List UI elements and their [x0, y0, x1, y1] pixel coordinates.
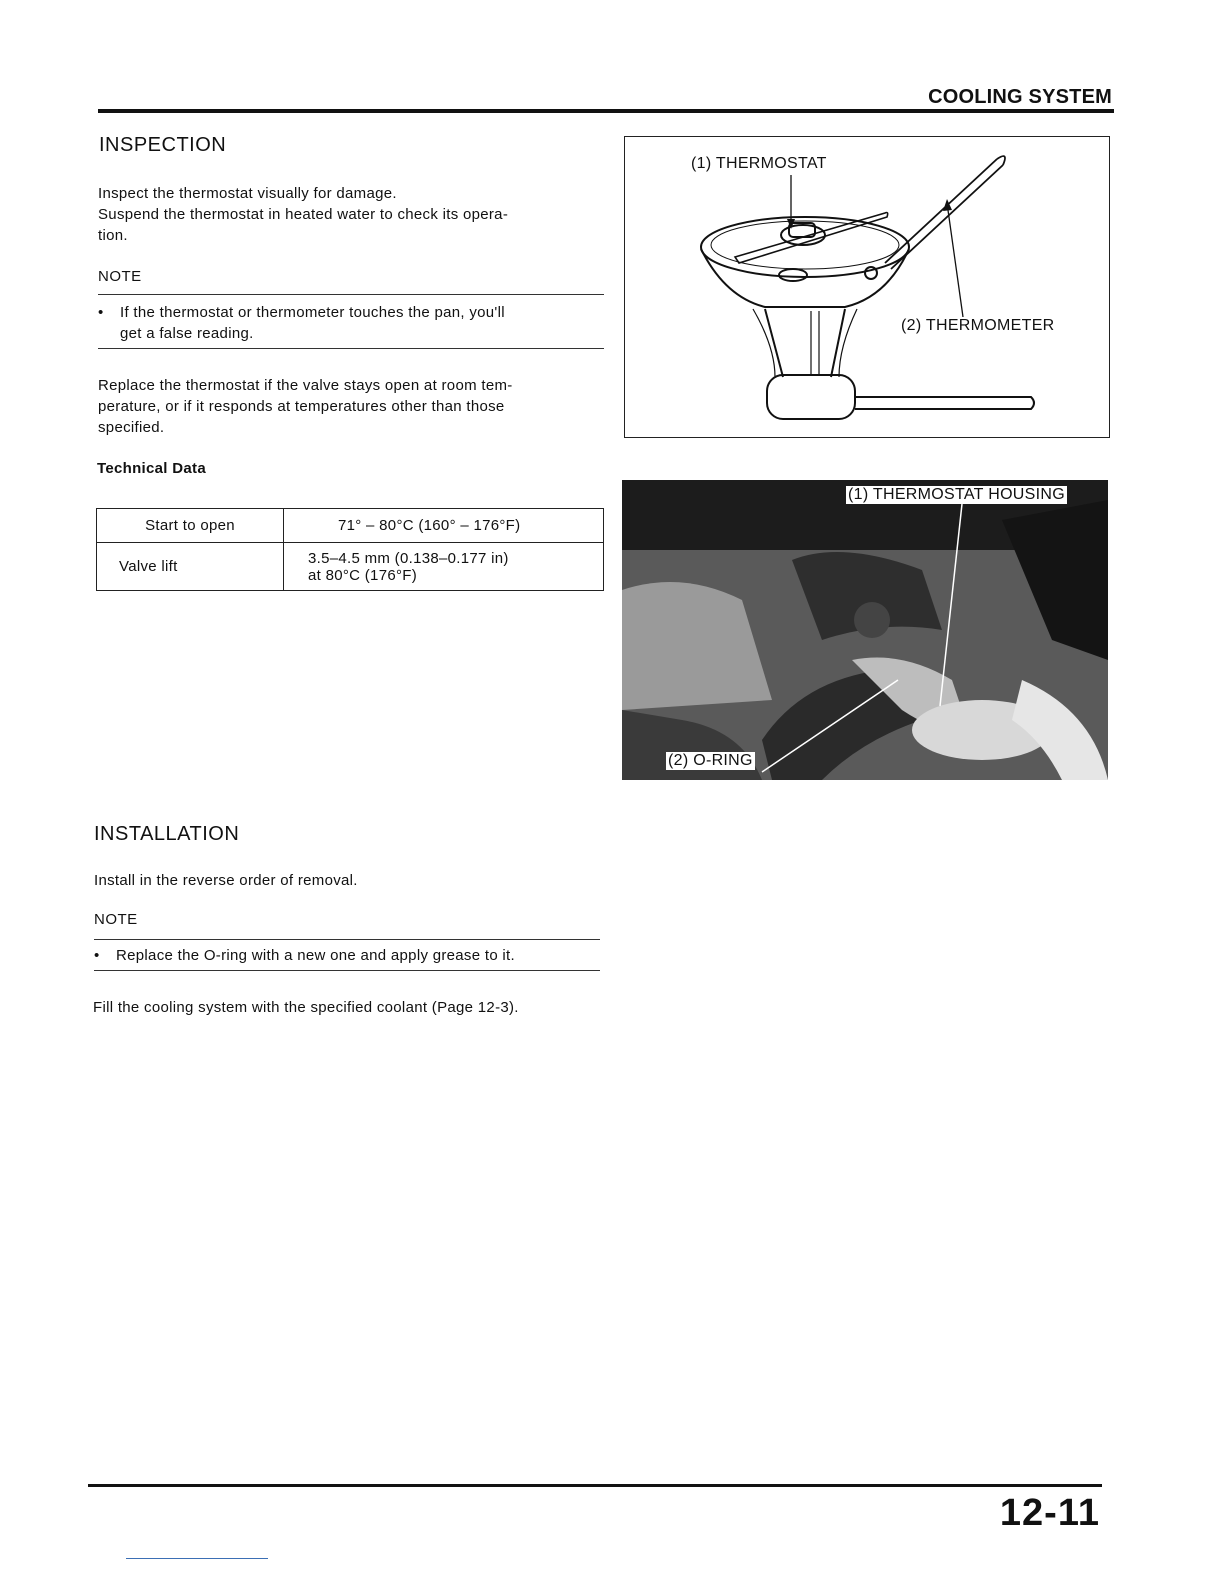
- inspection-replace-text: [98, 375, 608, 438]
- thermostat-test-illustration: [624, 136, 1110, 438]
- note-rule-top: [98, 294, 604, 295]
- installation-heading: INSTALLATION: [94, 823, 240, 845]
- inspection-note-item: [98, 302, 604, 346]
- header-rule: [98, 109, 1114, 113]
- note-rule-bottom: [94, 970, 600, 971]
- installation-text: Install in the reverse order of removal.: [94, 872, 358, 889]
- note-rule-top: [94, 939, 600, 940]
- bullet-dot: •: [98, 304, 104, 321]
- footer-accent-line: [126, 1558, 268, 1559]
- table-row: [97, 543, 604, 591]
- thermostat-pan-drawing: [625, 137, 1109, 437]
- technical-data-heading: Technical Data: [97, 460, 206, 477]
- figure-label-thermometer: (2) THERMOMETER: [901, 317, 1055, 334]
- page-section-title: COOLING SYSTEM: [928, 86, 1112, 108]
- table-cell-key: Start to open: [97, 509, 284, 543]
- inspection-note-label: NOTE: [98, 268, 142, 285]
- inspection-replace-line: perature, or if it responds at temperatures other than those: [98, 398, 505, 415]
- note-rule-bottom: [98, 348, 604, 349]
- table-row: [97, 509, 604, 543]
- figure-label-thermostat: (1) THERMOSTAT: [691, 155, 827, 172]
- inspection-note-line: If the thermostat or thermometer touches the pan, you'll: [120, 304, 505, 321]
- photo-label-thermostat-housing: (1) THERMOSTAT HOUSING: [848, 486, 1065, 503]
- thermostat-housing-photo: [622, 480, 1108, 780]
- table-cell-key: Valve lift: [97, 543, 284, 591]
- inspection-replace-line: Replace the thermostat if the valve stays open at room tem-: [98, 377, 513, 394]
- technical-data-table: [96, 508, 604, 591]
- engine-photo-drawing: [622, 480, 1108, 780]
- page-number: 12-11: [999, 1492, 1100, 1534]
- installation-note-text: Replace the O-ring with a new one and apply grease to it.: [116, 947, 515, 964]
- installation-note-label: NOTE: [94, 911, 138, 928]
- table-value-line: at 80°C (176°F): [308, 566, 418, 584]
- inspection-heading: INSPECTION: [99, 134, 227, 156]
- inspection-intro-line: Suspend the thermostat in heated water to check its opera-: [98, 206, 509, 223]
- footer-rule: [88, 1484, 1102, 1487]
- inspection-intro-line: tion.: [98, 227, 128, 244]
- inspection-intro: [98, 183, 608, 246]
- inspection-replace-line: specified.: [98, 419, 165, 436]
- table-value-line: 3.5–4.5 mm (0.138–0.177 in): [308, 549, 509, 567]
- photo-label-o-ring: (2) O-RING: [668, 752, 753, 769]
- installation-note-item: [94, 945, 600, 967]
- table-cell-value: [284, 543, 604, 591]
- bullet-dot: •: [94, 947, 100, 964]
- inspection-note-line: get a false reading.: [120, 325, 254, 342]
- table-cell-value: 71° – 80°C (160° – 176°F): [284, 509, 604, 543]
- installation-fill-text: Fill the cooling system with the specified coolant (Page 12-3).: [93, 999, 519, 1016]
- inspection-intro-line: Inspect the thermostat visually for damage.: [98, 185, 397, 202]
